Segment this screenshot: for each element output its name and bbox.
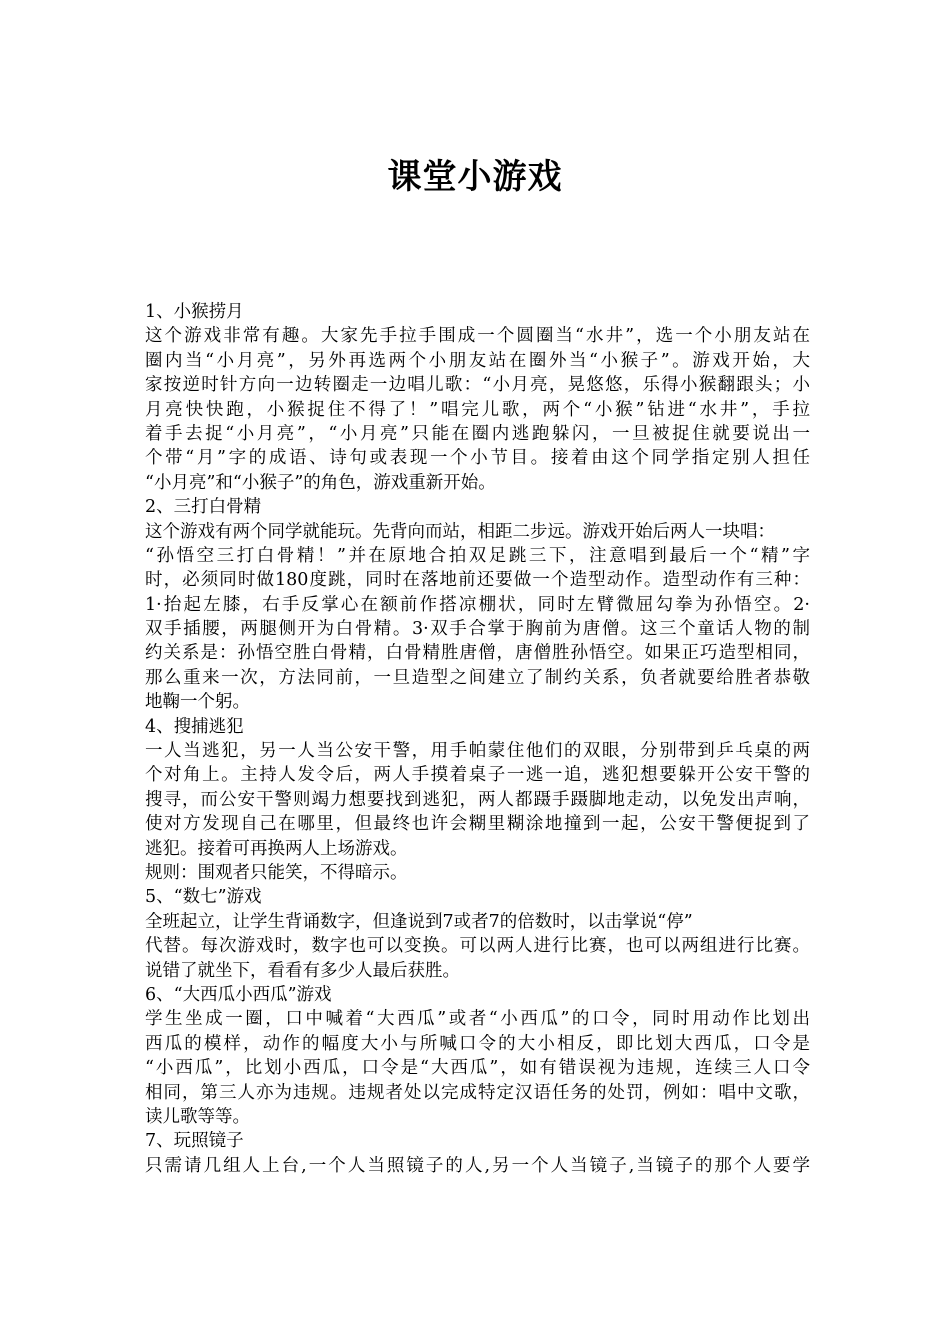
text-line: 个带“月”字的成语、诗句或表现一个小节目。接着由这个同学指定别人担任	[145, 448, 810, 469]
text-line: 1·抬起左膝，右手反掌心在额前作搭凉棚状，同时左臂微屈勾拳为孙悟空。2·	[145, 594, 810, 615]
text-line: 代替。每次游戏时，数字也可以变换。可以两人进行比赛，也可以两组进行比赛。	[145, 936, 810, 957]
text-line: 约关系是：孙悟空胜白骨精，白骨精胜唐僧，唐僧胜孙悟空。如果正巧造型相同，	[145, 643, 810, 664]
text-line: 月亮快快跑，小猴捉住不得了！”唱完儿歌，两个“小猴”钻进“水井”，手拉	[145, 399, 810, 420]
text-line: 一人当逃犯，另一人当公安干警，用手帕蒙住他们的双眼，分别带到乒乓桌的两	[145, 741, 810, 762]
text-line: 这个游戏有两个同学就能玩。先背向而站，相距二步远。游戏开始后两人一块唱：	[145, 521, 775, 542]
text-line: 搜寻，而公安干警则竭力想要找到逃犯，两人都蹑手蹑脚地走动，以免发出声响，	[145, 789, 810, 810]
text-line: 个对角上。主持人发令后，两人手摸着桌子一逃一追，逃犯想要躲开公安干警的	[145, 765, 810, 786]
text-line: 逃犯。接着可再换两人上场游戏。	[145, 838, 408, 859]
text-line: 6、“大西瓜小西瓜”游戏	[145, 984, 332, 1005]
text-line: 2、三打白骨精	[145, 497, 262, 518]
text-line: 双手插腰，两腿侧开为白骨精。3·双手合掌于胸前为唐僧。这三个童话人物的制	[145, 619, 810, 640]
text-line: 5、“数七”游戏	[145, 887, 262, 908]
text-line: 家按逆时针方向一边转圈走一边唱儿歌：“小月亮，晃悠悠，乐得小猴翻跟头；小	[145, 375, 810, 396]
text-line: 使对方发现自己在哪里，但最终也许会糊里糊涂地撞到一起，公安干警便捉到了	[145, 814, 810, 835]
text-line: 4、搜捕逃犯	[145, 716, 244, 737]
text-line: 相同，第三人亦为违规。违规者处以完成特定汉语任务的处罚，例如：唱中文歌，	[145, 1082, 810, 1103]
text-line: 只需请几组人上台,一个人当照镜子的人,另一个人当镜子,当镜子的那个人要学	[145, 1155, 810, 1176]
text-line: 那么重来一次，方法同前，一旦造型之间建立了制约关系，负者就要给胜者恭敬	[145, 667, 810, 688]
text-line: “孙悟空三打白骨精！”并在原地合拍双足跳三下，注意唱到最后一个“精”字	[145, 545, 810, 566]
text-line: 1、小猴捞月	[145, 302, 244, 322]
text-line: 学生坐成一圈，口中喊着“大西瓜”或者“小西瓜”的口令，同时用动作比划出	[145, 1009, 810, 1030]
document-title: 课堂小游戏	[387, 157, 563, 197]
text-line: 时，必须同时做180度跳，同时在落地前还要做一个造型动作。造型动作有三种：	[145, 570, 810, 591]
text-line: 西瓜的模样，动作的幅度大小与所喊口令的大小相反，即比划大西瓜，口令是	[145, 1033, 810, 1054]
text-line: 着手去捉“小月亮”，“小月亮”只能在圈内逃跑躲闪，一旦被捉住就要说出一	[145, 423, 810, 444]
text-line: 地鞠一个躬。	[145, 692, 250, 713]
text-line: 7、玩照镜子	[145, 1131, 244, 1152]
text-line: 圈内当“小月亮”，另外再选两个小朋友站在圈外当“小猴子”。游戏开始，大	[145, 350, 810, 371]
text-line: 读儿歌等等。	[145, 1106, 250, 1127]
text-line: 全班起立，让学生背诵数字，但逢说到7或者7的倍数时，以击掌说“停”	[145, 911, 693, 932]
text-line: “小西瓜”，比划小西瓜，口令是“大西瓜”，如有错误视为违规，连续三人口令	[145, 1058, 810, 1079]
text-line: 规则：围观者只能笑，不得暗示。	[145, 862, 408, 883]
text-line: 说错了就坐下，看看有多少人最后获胜。	[145, 960, 460, 981]
text-line: “小月亮”和“小猴子”的角色，游戏重新开始。	[145, 472, 496, 493]
text-line: 这个游戏非常有趣。大家先手拉手围成一个圆圈当“水井”，选一个小朋友站在	[145, 326, 810, 347]
document-body	[145, 300, 810, 1178]
